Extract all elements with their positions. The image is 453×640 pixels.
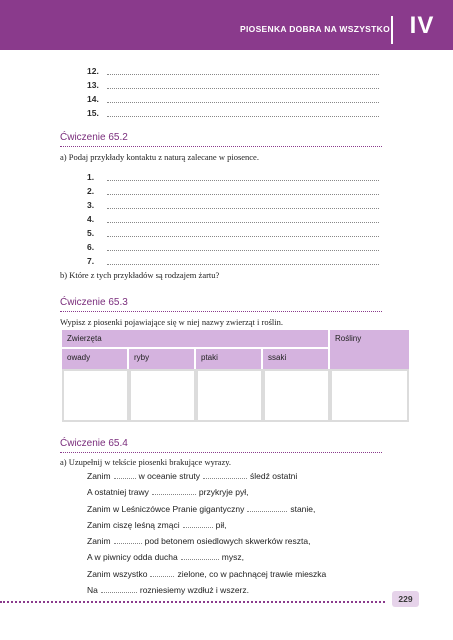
word-blank[interactable] <box>181 551 219 560</box>
song-line <box>87 486 326 502</box>
exercise-65-2-title: Ćwiczenie 65.2 <box>60 132 128 143</box>
answer-blank[interactable] <box>107 194 379 195</box>
classification-table <box>62 330 409 422</box>
chapter-number: IV <box>409 12 435 39</box>
fish-answer-cell[interactable] <box>131 371 194 420</box>
answer-blank[interactable] <box>107 116 379 117</box>
song-line <box>87 519 326 535</box>
exercise-65-3-title: Ćwiczenie 65.3 <box>60 297 128 308</box>
word-blank[interactable] <box>101 584 137 593</box>
line-number: 14. <box>87 94 99 104</box>
song-text-fragment: mysz, <box>221 552 244 563</box>
word-blank[interactable] <box>114 535 142 544</box>
word-blank[interactable] <box>152 486 196 495</box>
song-text-fragment: A ostatniej trawy <box>87 487 149 498</box>
song-line <box>87 551 326 567</box>
song-text-fragment: przykryje pył, <box>198 487 249 498</box>
song-text-fragment: Zanim <box>87 471 111 481</box>
song-line <box>87 568 326 584</box>
plants-header: Rośliny <box>330 330 409 369</box>
footer-rule <box>0 601 385 603</box>
song-text-fragment: Zanim wszystko <box>87 568 148 579</box>
song-line <box>87 470 326 486</box>
answer-blank[interactable] <box>107 264 379 265</box>
song-text-fragment: Zanim ciszę leśną zmąci <box>87 519 180 530</box>
word-blank[interactable] <box>150 568 174 577</box>
line-number: 13. <box>87 80 99 90</box>
birds-answer-cell[interactable] <box>198 371 261 420</box>
line-number: 2. <box>87 186 95 196</box>
mammals-answer-cell[interactable] <box>265 371 328 420</box>
song-line <box>87 535 326 551</box>
word-blank[interactable] <box>203 470 247 479</box>
word-blank[interactable] <box>183 519 213 528</box>
word-blank[interactable] <box>247 503 287 512</box>
line-number: 6. <box>87 242 95 252</box>
exercise-65-4-title: Ćwiczenie 65.4 <box>60 438 128 449</box>
exercise-65-3-task: Wypisz z piosenki pojawiające się w niej nazwy zwierząt i roślin. <box>60 317 284 327</box>
animals-header: Zwierzęta <box>62 330 328 347</box>
section-rule <box>60 452 382 453</box>
line-number: 4. <box>87 214 95 224</box>
song-line <box>87 503 326 519</box>
answer-blank[interactable] <box>107 222 379 223</box>
answer-blank[interactable] <box>107 102 379 103</box>
song-text-fragment: w oceanie struty <box>138 471 201 481</box>
song-text-fragment: śledź ostatni <box>250 471 298 481</box>
plants-answer-cell[interactable] <box>332 371 407 420</box>
mammals-header: ssaki <box>263 349 328 369</box>
song-text-fragment: pod betonem osiedlowych skwerków reszta, <box>144 536 311 547</box>
song-text-fragment: Na <box>87 585 98 596</box>
song-text-fragment: rozniesiemy wzdłuż i wszerz. <box>139 585 249 596</box>
song-text-fragment: stanie, <box>290 503 316 514</box>
line-number: 15. <box>87 108 99 118</box>
answer-blank[interactable] <box>107 250 379 251</box>
exercise-65-2-task-a: a) Podaj przykłady kontaktu z naturą zalecane w piosence. <box>60 152 259 162</box>
insects-header: owady <box>62 349 127 369</box>
exercise-65-4-task: a) Uzupełnij w tekście piosenki brakujące wyrazy. <box>60 457 232 467</box>
song-text-fragment: Zanim w Leśniczówce Pranie gigantyczny <box>87 503 245 514</box>
answer-blank[interactable] <box>107 180 379 181</box>
answer-blank[interactable] <box>107 236 379 237</box>
answer-blank[interactable] <box>107 88 379 89</box>
chapter-title: PIOSENKA DOBRA NA WSZYSTKO <box>240 24 390 34</box>
chapter-header <box>0 0 453 50</box>
song-text-fragment: Zanim <box>87 536 111 547</box>
song-text-fragment: A w piwnicy odda ducha <box>87 552 178 563</box>
section-rule <box>60 311 382 312</box>
song-text <box>87 470 326 600</box>
line-number: 5. <box>87 228 95 238</box>
line-number: 12. <box>87 66 99 76</box>
song-line <box>87 584 326 600</box>
header-divider <box>391 16 393 44</box>
insects-answer-cell[interactable] <box>64 371 127 420</box>
line-number: 7. <box>87 256 95 266</box>
page-number: 229 <box>392 591 419 607</box>
birds-header: ptaki <box>196 349 261 369</box>
word-blank[interactable] <box>114 470 136 479</box>
line-number: 1. <box>87 172 95 182</box>
line-number: 3. <box>87 200 95 210</box>
answer-blank[interactable] <box>107 208 379 209</box>
section-rule <box>60 146 382 147</box>
fish-header: ryby <box>129 349 194 369</box>
exercise-65-2-task-b: b) Które z tych przykładów są rodzajem żartu? <box>60 270 220 280</box>
song-text-fragment: pił, <box>215 519 227 530</box>
answer-blank[interactable] <box>107 74 379 75</box>
song-text-fragment: zielone, co w pachnącej trawie mieszka <box>177 568 327 579</box>
